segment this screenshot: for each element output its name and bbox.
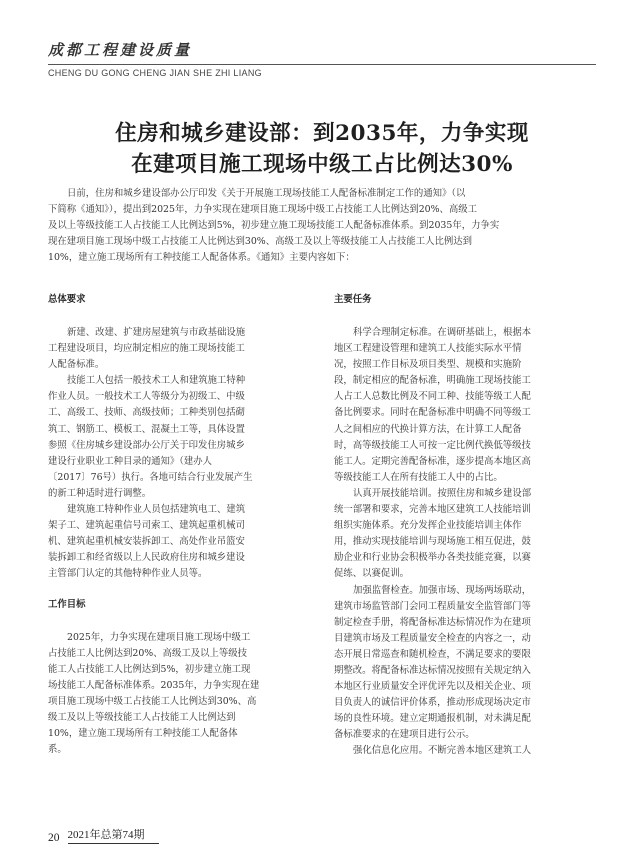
intro-line: 下简称《通知》），提出到2025年，力争实现在建项目施工现场中级工占技能工人比例达到20%、高级工 — [48, 204, 478, 216]
body-line: 用，推动实现技能培训与现场施工相互促进，鼓 — [334, 536, 531, 548]
body-line: 装拆卸工和经省级以上人民政府住房和城乡建设 — [48, 552, 245, 564]
body-line: 架子工、建筑起重信号司索工、建筑起重机械司 — [48, 520, 245, 532]
body-line: 〔2017〕76号）执行。各地可结合行业发展产生 — [48, 471, 253, 483]
body-line: 目建筑市场及工程质量安全检查的内容之一，动 — [334, 632, 531, 644]
body-line: 建筑市场监管部门会同工程质量安全监管部门等 — [334, 600, 531, 612]
right-column — [334, 292, 588, 760]
spacer — [48, 583, 302, 597]
body-line: 备比例要求。同时在配备标准中明确不同等级工 — [334, 407, 531, 419]
body-line: 项目施工现场中级工占技能工人比例达到30%、高 — [48, 695, 257, 707]
masthead-rule — [48, 64, 596, 65]
body-line: 能工人。定期完善配备标准，逐步提高本地区高 — [334, 455, 531, 467]
journal-name-en: CHENG DU GONG CHENG JIAN SHE ZHI LIANG — [48, 68, 262, 78]
body-line: 时，高等级技能工人可按一定比例代换低等级技 — [334, 439, 531, 451]
body-line: 励企业和行业协会积极举办各类技能竞赛，以赛 — [334, 552, 531, 564]
body-line: 建设行业职业工种目录的通知》（建办人 — [48, 455, 213, 467]
page-number: 20 — [48, 832, 60, 844]
body-line: 人之间相应的代换计算方法，在计算工人配备 — [334, 423, 522, 435]
body-line: 筑工、钢筋工、模板工、混凝土工等，具体设置 — [48, 423, 245, 435]
intro-line: 现在建项目施工现场中级工占技能工人比例达到30%、高级工及以上等级技能工人占技能工人比例达到 — [48, 236, 472, 248]
body-line: 工、高级工、技师、高级技师；工种类别包括砌 — [48, 407, 245, 419]
body-line: 组织实施体系。充分发挥企业技能培训主体作 — [334, 520, 522, 532]
body-line: 场技能工人配备标准体系。2035年，力争实现在建 — [48, 679, 260, 691]
body-line: 况，按照工作目标及项目类型、规模和实施阶 — [334, 359, 522, 371]
spacer — [48, 308, 302, 325]
title-line-2: 在建项目施工现场中级工占比例达30% — [131, 152, 513, 177]
body-line: 能工人占技能工人比例达到5%，初步建立施工现 — [48, 663, 251, 675]
body-line: 本地区行业质量安全评优评先以及相关企业、项 — [334, 681, 531, 693]
body-line: 系。 — [48, 744, 67, 756]
intro-line: 及以上等级技能工人占技能工人比例达到5%，初步建立施工现场技能工人配备标准体系。到2035年，力争实 — [48, 220, 500, 232]
intro-line: 日前，住房和城乡建设部办公厅印发《关于开展施工现场技能工人配备标准制定工作的通知》（以 — [67, 188, 466, 199]
title-line-1: 住房和城乡建设部：到2035年，力争实现 — [115, 121, 529, 146]
body-line: 场的良性环境。建立定期通报机制，对未满足配 — [334, 713, 531, 725]
body-line: 占技能工人比例达到20%、高级工及以上等级技 — [48, 647, 247, 659]
body-line: 10%，建立施工现场所有工种技能工人配备体 — [48, 728, 238, 740]
section-heading-goals: 工作目标 — [48, 598, 86, 610]
body-line: 机、建筑起重机械安装拆卸工、高处作业吊篮安 — [48, 536, 245, 548]
issue-label: 2021年总第74期 — [68, 826, 159, 844]
body-line: 新建、改建、扩建房屋建筑与市政基础设施 — [67, 327, 246, 338]
body-line: 强化信息化应用。不断完善本地区建筑工人 — [353, 745, 532, 757]
body-line: 期整改。将配备标准达标情况按照有关规定纳入 — [334, 664, 531, 676]
body-line: 等级技能工人在所有技能工人中的占比。 — [334, 471, 503, 483]
body-line: 人占工人总数比例及不同工种、技能等级工人配 — [334, 391, 531, 403]
body-line: 地区工程建设管理和建筑工人技能实际水平情 — [334, 343, 522, 355]
body-line: 目负责人的诚信评价体系，推动形成现场决定市 — [334, 697, 531, 709]
body-line: 作业人员。一般技术工人等级分为初级工、中级 — [48, 391, 245, 403]
body-line: 级工及以上等级技能工人占技能工人比例达到 — [48, 711, 236, 723]
body-line: 认真开展技能培训。按照住房和城乡建设部 — [353, 487, 532, 499]
body-line: 科学合理制定标准。在调研基础上，根据本 — [353, 327, 532, 338]
body-line: 技能工人包括一般技术工人和建筑施工特种 — [67, 375, 246, 387]
body-line: 的新工种适时进行调整。 — [48, 487, 152, 499]
body-line: 建筑施工特种作业人员包括建筑电工、建筑 — [67, 504, 246, 516]
body-line: 加强监督检查。加强市场、现场两场联动， — [353, 584, 532, 596]
spacer — [48, 613, 302, 630]
intro-paragraph — [48, 186, 596, 266]
masthead — [48, 40, 596, 78]
body-line: 参照《住房城乡建设部办公厅关于印发住房城乡 — [48, 439, 245, 451]
article-title — [48, 118, 596, 180]
body-line: 段，制定相应的配备标准，明确施工现场技能工 — [334, 375, 531, 387]
section-heading-general: 总体要求 — [48, 294, 86, 305]
body-line: 态开展日常巡查和随机检查，不满足要求的要限 — [334, 648, 531, 660]
journal-name-cn: 成都工程建设质量 — [48, 41, 193, 59]
page-footer — [48, 826, 159, 844]
body-line: 制定检查手册，将配备标准达标情况作为在建项 — [334, 616, 531, 628]
body-line: 2025年，力争实现在建项目施工现场中级工 — [67, 631, 251, 643]
spacer — [334, 308, 588, 325]
body-line: 统一部署和要求，完善本地区建筑工人技能培训 — [334, 504, 531, 516]
body-line: 备标准要求的在建项目进行公示。 — [334, 729, 475, 741]
section-heading-tasks: 主要任务 — [334, 294, 372, 305]
body-line: 促练、以赛促训。 — [334, 568, 410, 580]
intro-line: 10%，建立施工现场所有工种技能工人配备体系。《通知》主要内容如下： — [48, 252, 355, 264]
body-line: 主管部门认定的其他特种作业人员等。 — [48, 568, 208, 580]
body-line: 工程建设项目，均应制定相应的施工现场技能工 — [48, 343, 245, 355]
body-line: 人配备标准。 — [48, 359, 105, 371]
left-column — [48, 292, 302, 758]
